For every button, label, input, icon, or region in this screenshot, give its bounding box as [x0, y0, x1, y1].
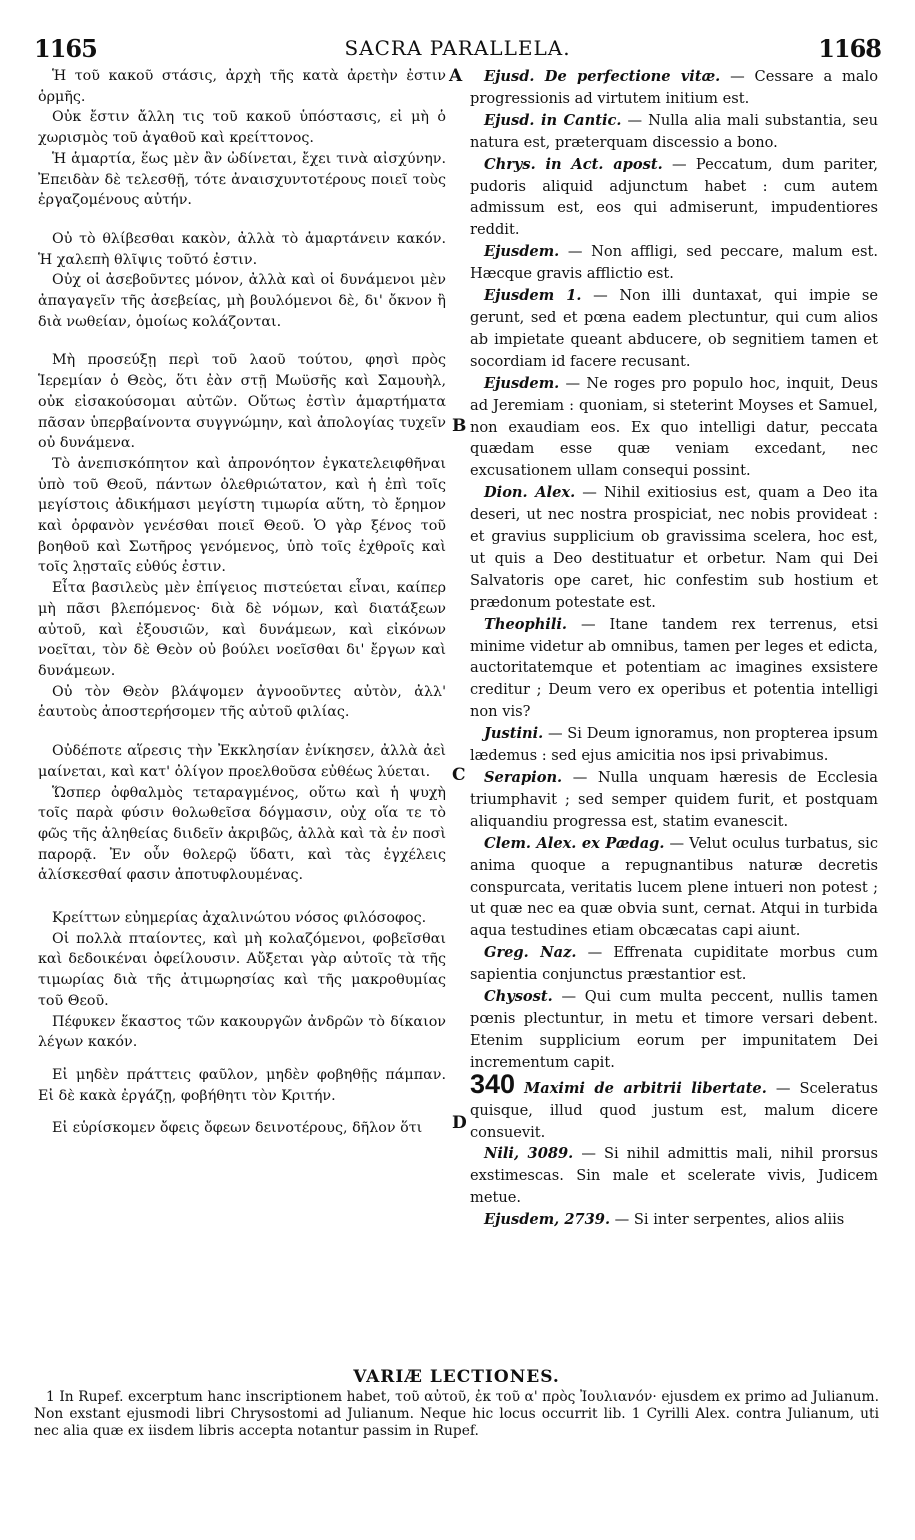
latin-paragraph: [470, 373, 878, 483]
latin-paragraph: [470, 285, 878, 373]
latin-text: — Si nihil admittis mali, nihil prorsus exstimescas. Sin male et scelerate vivis, Judicem metue.: [470, 1145, 878, 1207]
page-number-left: 1165: [34, 34, 97, 63]
margin-letter-a: A: [449, 66, 463, 86]
latin-text: — Nihil exitiosius est, quam a Deo ita deseri, ut nec nostra prospiciat, nec nobis provideat : et gravius supplicium ob gravissima scelera, hoc est, ut quis a Deo destituatur et orbetur. Nam qui Dei Salvatoris ope caret, hic confestim sub hostium et prædonum potestate est.: [470, 484, 878, 611]
latin-paragraph: [470, 482, 878, 613]
latin-paragraph: [470, 1209, 878, 1231]
greek-paragraph: Εἶτα βασιλεὺς μὲν ἐπίγειος πιστεύεται εἶναι, καίπερ μὴ πᾶσι βλεπόμενος· διὰ δὲ νόμων, καὶ διατάξεων αὐτοῦ, καὶ ἐξουσιῶν, καὶ δυνάμεων, καὶ εἰκόνων νοεῖται, τὸν δὲ Θεὸν οὐ βούλει νοεῖσθαι δι' ἔργων καὶ δυνάμεων.: [38, 580, 446, 679]
source-label: Justini.: [484, 725, 544, 743]
latin-paragraph: [470, 942, 878, 986]
variant-readings: [34, 1367, 879, 1440]
greek-paragraph: Οἱ πολλὰ πταίοντες, καὶ μὴ κολαζόμενοι, φοβεῖσθαι καὶ δεδοικέναι ὀφείλουσιν. Αὔξεται γὰρ αὐτοῖς τὰ τῆς τιμωρίας διὰ τῆς ἀτιμωρησίας καὶ τῆς μακροθυμίας τοῦ Θεοῦ.: [38, 930, 446, 1009]
greek-paragraph: Κρείττων εὐημερίας ἀχαλινώτου νόσος φιλόσοφος.: [52, 910, 427, 927]
paragraph-gap: [38, 1053, 446, 1065]
latin-paragraph: [470, 614, 878, 724]
source-label: Serapion.: [484, 769, 563, 786]
greek-paragraph: Οὐχ οἱ ἀσεβοῦντες μόνον, ἀλλὰ καὶ οἱ δυνάμενοι μὲν ἀπαγαγεῖν τῆς ἀσεβείας, μὴ βουλόμενοι δὲ, δι' ὄκνον ἢ διὰ νωθείαν, ὁμοίως κολάζονται.: [38, 272, 446, 330]
latin-text: — Ne roges pro populo hoc, inquit, Deus ad Jeremiam : quoniam, si steterint Moyses et Samuel, non exaudiam eos. Ex quo intelligi datur, peccata quædam esse quæ veniam excedant, nec excusationem ullam consequi possint.: [470, 374, 878, 480]
greek-column: [38, 66, 446, 1139]
paragraph-gap: [38, 332, 446, 350]
source-label: Dion. Alex.: [484, 484, 576, 502]
latin-text: — Effrenata cupiditate morbus cum sapientia conjunctus præstantior est.: [470, 944, 878, 984]
source-label: Ejusdem.: [484, 374, 560, 392]
margin-letter-d: D: [452, 1113, 467, 1133]
source-label: Ejusdem.: [484, 243, 560, 261]
latin-text: — Si inter serpentes, alios aliis: [610, 1211, 845, 1229]
latin-text: — Qui cum multa peccent, nullis tamen pœnis plectuntur, in metu et timore versari debent. Etenim supplicium eorum per impunitatem Dei incrementum capit.: [470, 988, 878, 1071]
margin-letter-c: C: [452, 765, 466, 785]
paragraph-gap: [38, 886, 446, 908]
latin-text: — Cessare a malo progressionis ad virtutem initium est.: [470, 68, 878, 107]
column-number: 340: [470, 1068, 516, 1099]
greek-paragraph: Οὐ τὸ θλίβεσθαι κακὸν, ἀλλὰ τὸ ἁμαρτάνειν κακόν. Ἡ χαλεπὴ θλῖψις τοῦτό ἐστιν.: [38, 230, 446, 268]
latin-text: — Nulla unquam hæresis de Ecclesia triumphavit ; sed semper quidem furit, et postquam aliquandiu progressa est, statim evanescit.: [470, 769, 878, 830]
latin-text: — Velut oculus turbatus, sic anima quoque a repugnantibus naturæ decretis conspurcata, veritatis lucem plene intueri non potest ; ut quæ nec ea quæ obvia sunt, cernat. Atqui in turbida aqua testudines etiam obcæcatas capi aiunt.: [470, 834, 878, 940]
latin-paragraph: [470, 833, 878, 943]
latin-paragraph: [470, 1068, 878, 1144]
source-label: Clem. Alex. ex Pædag.: [484, 834, 665, 852]
source-label: Maximi de arbitrii libertate.: [524, 1079, 767, 1097]
latin-text: — Si Deum ignoramus, non propterea ipsum lædemus : sed ejus amicitia nos ipsi privabimus.: [470, 725, 878, 765]
greek-paragraph: Οὐ τὸν Θεὸν βλάψομεν ἀγνοοῦντες αὐτὸν, ἀλλ' ἑαυτοὺς ἀποστερήσομεν τῆς αὐτοῦ φιλίας.: [38, 683, 446, 721]
latin-column: [470, 66, 878, 1231]
notes-title: VARIÆ LECTIONES.: [353, 1367, 560, 1387]
source-label: Ejusdem 1.: [484, 287, 582, 305]
source-label: Ejusdem, 2739.: [484, 1211, 611, 1229]
latin-paragraph: [470, 66, 878, 110]
running-header: [34, 34, 881, 62]
greek-paragraph: Ὥσπερ ὀφθαλμὸς τεταραγμένος, οὕτω καὶ ἡ ψυχὴ τοῖς παρὰ φύσιν θολωθεῖσα δόγμασιν, οὐχ οἵα τε τὸ φῶς τῆς ἀληθείας διιδεῖν ἀκριβῶς, ἀλλὰ καὶ τὰ ἐν ποσὶ παρορᾷ. Ἐν οὖν θολερῷ ὕδατι, καὶ τὰς ἐγχέλεις ἁλίσκεσθαί φασιν ἀποτυφλουμένας.: [38, 784, 446, 884]
latin-paragraph: [470, 110, 878, 154]
latin-text: — Sceleratus quisque, illud quod justum est, malum dicere consuevit.: [470, 1079, 878, 1141]
source-label: Ejusd. De perfectione vitæ.: [484, 68, 721, 85]
notes-text: 1 In Rupef. excerptum hanc inscriptionem habet, τοῦ αὐτοῦ, ἐκ τοῦ α' πρὸς Ἰουλιανόν· ejusdem ex primo ad Julianum. Non exstant ejusmodi libri Chrysostomi ad Julianum. Neque hic locus occurrit lib. 1 Cyrilli Alex. contra Julianum, uti nec alia quæ ex iisdem libris accepta notantur passim in Rupef.: [34, 1389, 879, 1439]
source-label: Nili, 3089.: [484, 1145, 574, 1163]
latin-paragraph: [470, 723, 878, 767]
margin-letter-b: B: [452, 416, 467, 436]
latin-text: — Peccatum, dum pariter, pudoris aliquid adjunctum habet : cum autem admissum est, eos qui admiserunt, impudentiores reddit.: [470, 155, 878, 239]
greek-paragraph: Πέφυκεν ἕκαστος τῶν κακουργῶν ἀνδρῶν τὸ δίκαιον λέγων κακόν.: [38, 1013, 446, 1051]
source-label: Theophili.: [484, 615, 568, 633]
source-label: Chysost.: [484, 988, 553, 1006]
source-label: Chrys. in Act. apost.: [484, 155, 663, 173]
source-label: Greg. Naz.: [484, 944, 577, 962]
paragraph-gap: [38, 723, 446, 741]
latin-text: — Non affligi, sed peccare, malum est. Hæcque gravis afflictio est.: [470, 243, 878, 283]
greek-paragraph: Εἰ μηδὲν πράττεις φαῦλον, μηδὲν φοβηθῇς πάμπαν. Εἰ δὲ κακὰ ἐργάζῃ, φοβήθητι τὸν Κριτήν.: [38, 1066, 446, 1104]
latin-paragraph: [470, 1143, 878, 1209]
latin-paragraph: [470, 241, 878, 285]
paragraph-gap: [38, 211, 446, 229]
source-label: Ejusd. in Cantic.: [484, 111, 622, 129]
paragraph-gap: [38, 1106, 446, 1118]
greek-paragraph: Εἰ εὑρίσκομεν ὄφεις ὄφεων δεινοτέρους, δῆλον ὅτι: [52, 1120, 423, 1137]
latin-text: — Non illi duntaxat, qui impie se gerunt, sed et pœna eadem plectuntur, qui cum alios ab impietate queant abducere, ob segnitiem tamen et socordiam id facere recusant.: [470, 287, 878, 370]
latin-text: — Nulla alia mali substantia, seu natura est, præterquam discessio a bono.: [470, 111, 879, 151]
greek-paragraph: Ἡ ἁμαρτία, ἕως μὲν ἂν ὠδίνεται, ἔχει τινὰ αἰσχύνην. Ἐπειδὰν δὲ τελεσθῇ, τότε ἀναισχυντοτέρους ποιεῖ τοὺς ἐργαζομένους αὐτήν.: [38, 150, 446, 209]
latin-paragraph: [470, 986, 878, 1074]
latin-text: — Itane tandem rex terrenus, etsi minime videtur ab omnibus, tamen per leges et edicta, auctoritatemque et potentiam ac imagines exsistere creditur ; Deum vero ex operibus et potentia intelligi non vis?: [470, 615, 878, 721]
greek-paragraph: Ἡ τοῦ κακοῦ στάσις, ἀρχὴ τῆς κατὰ ἀρετὴν ἐστιν ὁρμῆς.: [38, 68, 446, 105]
page-number-right: 1168: [818, 34, 881, 63]
latin-paragraph: [470, 154, 878, 242]
greek-paragraph: Οὐκ ἔστιν ἄλλη τις τοῦ κακοῦ ὑπόστασις, εἰ μὴ ὁ χωρισμὸς τοῦ ἀγαθοῦ καὶ κρείττονος.: [38, 109, 446, 147]
greek-paragraph: Τὸ ἀνεπισκόπητον καὶ ἀπρονόητον ἐγκατελειφθῆναι ὑπὸ τοῦ Θεοῦ, πάντων ὀλεθριώτατον, καὶ ἡ ἐπὶ τοῖς μεγίστοις ἀδικήμασι μεγίστη τιμωρία αὕτη, τὸ ἔρημον καὶ ὀρφανὸν γενέσθαι ποιεῖ Θεοῦ. Ὁ γὰρ ξένος τοῦ βοηθοῦ καὶ Σωτῆρος γενόμενος, ὑπὸ τοῖς ἐχθροῖς καὶ τοῖς λῃσταῖς εὐθύς ἐστιν.: [38, 455, 446, 576]
running-title: SACRA PARALLELA.: [344, 36, 571, 60]
latin-paragraph: [470, 767, 878, 833]
greek-paragraph: Μὴ προσεύξῃ περὶ τοῦ λαοῦ τούτου, φησὶ πρὸς Ἱερεμίαν ὁ Θεὸς, ὅτι ἐὰν στῇ Μωϋσῆς καὶ Σαμουὴλ, οὐκ εἰσακούσομαι αὐτῶν. Οὕτως ἐστὶν ἁμαρτήματα πᾶσαν ὑπερβαίνοντα συγγνώμην, καὶ ἀπολογίας τυχεῖν οὐ δυνάμενα.: [38, 352, 446, 452]
greek-paragraph: Οὐδέποτε αἵρεσις τὴν Ἐκκλησίαν ἐνίκησεν, ἀλλὰ ἀεὶ μαίνεται, καὶ κατ' ὀλίγον προελθοῦσα εὐθέως λύεται.: [38, 743, 446, 780]
